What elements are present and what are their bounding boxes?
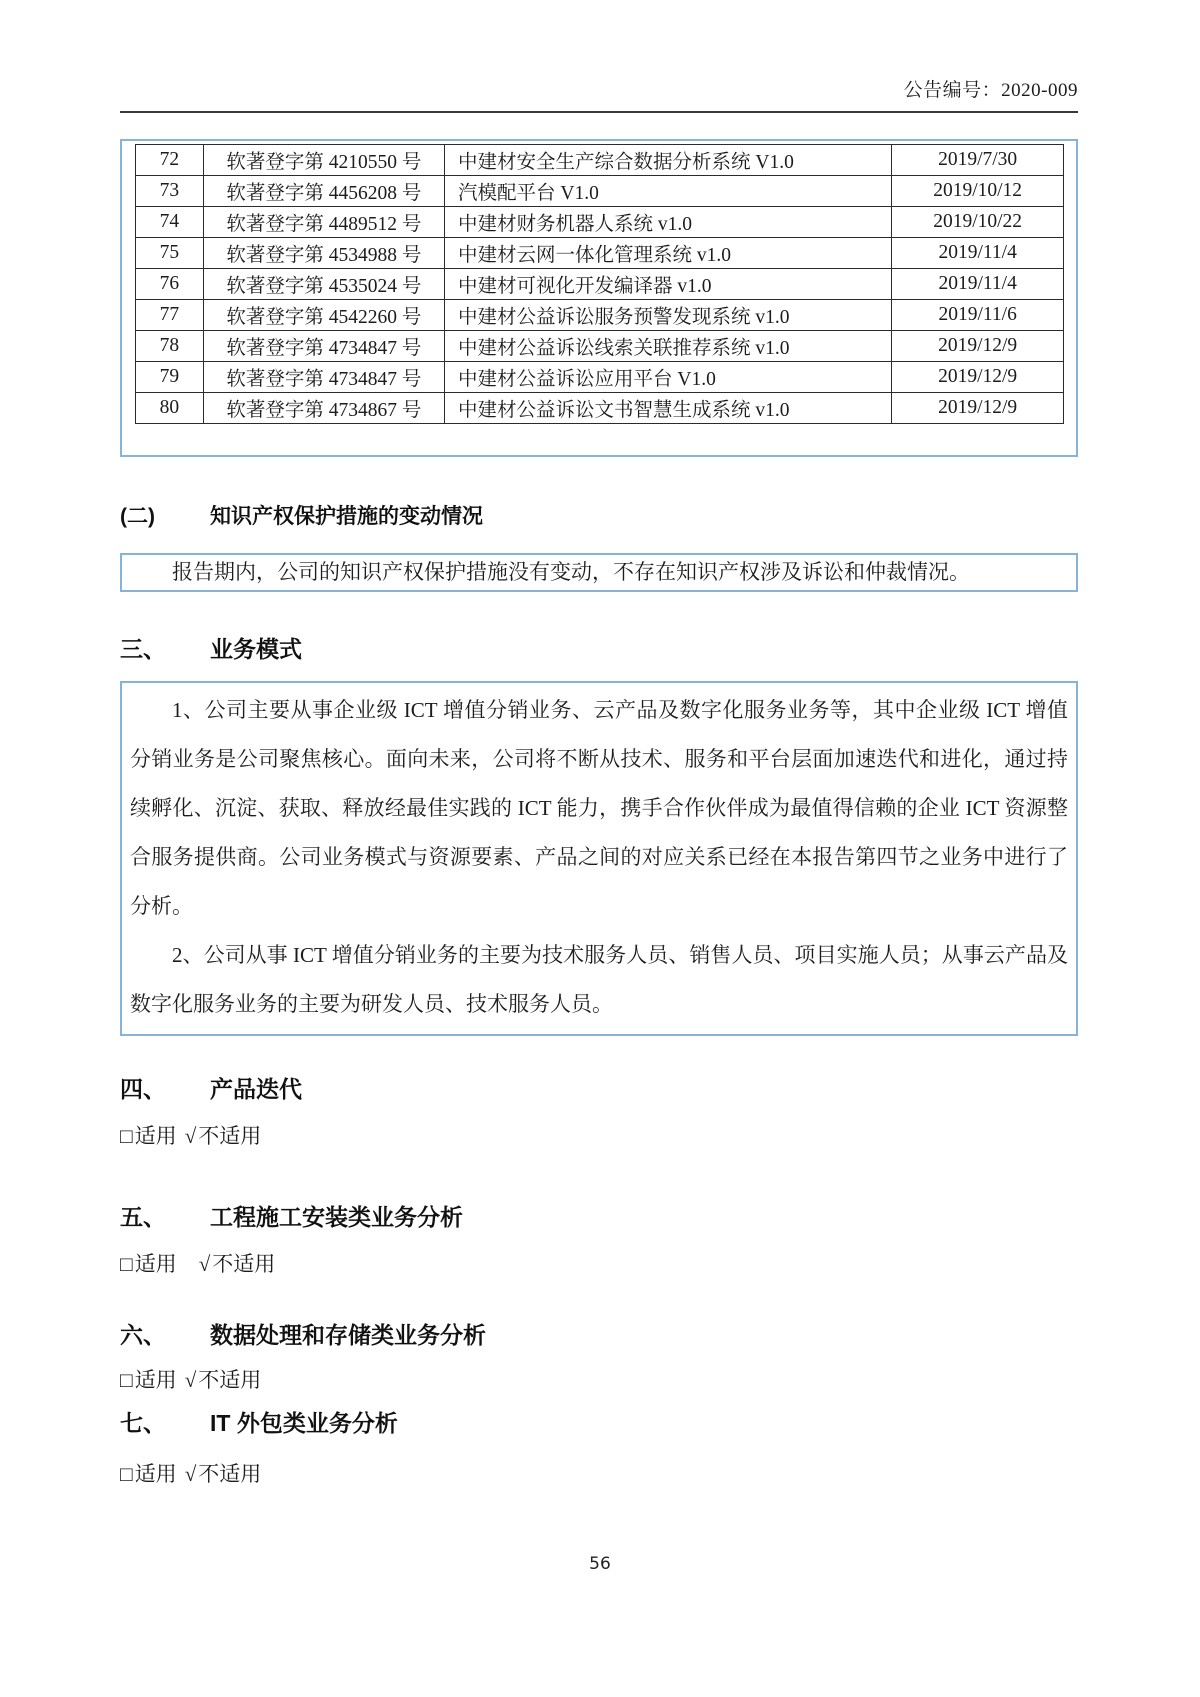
- section-number: 五、: [120, 1204, 166, 1230]
- applicable-label: 适用: [134, 1124, 177, 1148]
- table-cell-software-name: 中建材安全生产综合数据分析系统 V1.0: [445, 145, 892, 176]
- applicability-line-product-iteration: [120, 1124, 1078, 1148]
- applicable-label: 适用: [134, 1252, 177, 1276]
- table-cell-software-name: 中建材公益诉讼线索关联推荐系统 v1.0: [445, 331, 892, 362]
- table-cell-software-name: 中建材可视化开发编译器 v1.0: [445, 269, 892, 300]
- ip-protection-statement-box: [120, 553, 1078, 592]
- not-applicable-label: 不适用: [198, 1124, 262, 1148]
- table-cell-software-name: 中建材公益诉讼应用平台 V1.0: [445, 362, 892, 393]
- check-mark-icon: √: [198, 1252, 211, 1276]
- section-title: 工程施工安装类业务分析: [210, 1204, 463, 1230]
- not-applicable-label: 不适用: [198, 1368, 262, 1392]
- table-cell-registration-date: 2019/7/30: [892, 145, 1064, 176]
- table-row: [136, 393, 1064, 424]
- section-number: 六、: [120, 1322, 166, 1348]
- not-applicable-label: 不适用: [212, 1252, 276, 1276]
- table-cell-registration-date: 2019/12/9: [892, 362, 1064, 393]
- section-heading-data-processing-storage: [120, 1322, 1078, 1348]
- table-cell-registration-number: 软著登字第 4535024 号: [203, 269, 444, 300]
- checkbox-unchecked-icon: □: [120, 1462, 133, 1486]
- table-row: [136, 362, 1064, 393]
- table-cell-registration-number: 软著登字第 4210550 号: [203, 145, 444, 176]
- table-cell-row-number: 75: [136, 238, 204, 269]
- applicability-line-construction-install: [120, 1252, 1078, 1276]
- section-title: 业务模式: [210, 636, 302, 662]
- table-cell-registration-number: 软著登字第 4534988 号: [203, 238, 444, 269]
- section-number: 七、: [120, 1410, 166, 1436]
- table-cell-registration-date: 2019/10/12: [892, 176, 1064, 207]
- table-cell-registration-date: 2019/11/4: [892, 269, 1064, 300]
- section-title: 产品迭代: [210, 1076, 302, 1102]
- checkbox-unchecked-icon: □: [120, 1252, 133, 1276]
- table-cell-row-number: 79: [136, 362, 204, 393]
- section-heading-product-iteration: [120, 1076, 1078, 1102]
- table-cell-registration-number: 软著登字第 4542260 号: [203, 300, 444, 331]
- table-cell-registration-date: 2019/11/4: [892, 238, 1064, 269]
- table-cell-software-name: 中建材财务机器人系统 v1.0: [445, 207, 892, 238]
- table-cell-registration-number: 软著登字第 4734847 号: [203, 362, 444, 393]
- copyright-table: [135, 144, 1064, 424]
- announcement-number: 公告编号：2020-009: [903, 80, 1078, 101]
- table-cell-row-number: 73: [136, 176, 204, 207]
- section-number: (二): [120, 505, 155, 528]
- section-heading-construction-install: [120, 1204, 1078, 1230]
- not-applicable-label: 不适用: [198, 1462, 262, 1486]
- section-title: IT 外包类业务分析: [210, 1410, 398, 1436]
- section-heading-business-model: [120, 636, 1078, 662]
- check-mark-icon: √: [184, 1124, 197, 1148]
- table-cell-registration-number: 软著登字第 4734847 号: [203, 331, 444, 362]
- table-cell-row-number: 77: [136, 300, 204, 331]
- table-row: [136, 207, 1064, 238]
- table-cell-software-name: 中建材公益诉讼文书智慧生成系统 v1.0: [445, 393, 892, 424]
- business-model-paragraph-2: 2、公司从事 ICT 增值分销业务的主要为技术服务人员、销售人员、项目实施人员；从事云产品及数字化服务业务的主要为研发人员、技术服务人员。: [130, 943, 1068, 1016]
- table-cell-row-number: 78: [136, 331, 204, 362]
- checkbox-unchecked-icon: □: [120, 1368, 133, 1392]
- table-cell-row-number: 76: [136, 269, 204, 300]
- section-number: 四、: [120, 1076, 166, 1102]
- table-cell-registration-number: 软著登字第 4734867 号: [203, 393, 444, 424]
- table-cell-registration-date: 2019/10/22: [892, 207, 1064, 238]
- table-row: [136, 176, 1064, 207]
- table-row: [136, 331, 1064, 362]
- header-divider: [120, 111, 1078, 113]
- page-number: 56: [589, 1554, 611, 1574]
- table-row: [136, 145, 1064, 176]
- table-cell-registration-number: 软著登字第 4456208 号: [203, 176, 444, 207]
- table-cell-registration-number: 软著登字第 4489512 号: [203, 207, 444, 238]
- business-model-box: [120, 681, 1078, 1036]
- check-mark-icon: √: [184, 1462, 197, 1486]
- section-number: 三、: [120, 636, 166, 662]
- checkbox-unchecked-icon: □: [120, 1124, 133, 1148]
- applicability-line-data-processing-storage: [120, 1368, 1078, 1392]
- table-cell-registration-date: 2019/11/6: [892, 300, 1064, 331]
- check-mark-icon: √: [184, 1368, 197, 1392]
- table-cell-software-name: 中建材公益诉讼服务预警发现系统 v1.0: [445, 300, 892, 331]
- table-cell-registration-date: 2019/12/9: [892, 331, 1064, 362]
- applicable-label: 适用: [134, 1462, 177, 1486]
- table-row: [136, 238, 1064, 269]
- table-cell-row-number: 72: [136, 145, 204, 176]
- section-title: 知识产权保护措施的变动情况: [210, 505, 483, 528]
- copyright-table-annotation-box: [120, 139, 1078, 457]
- applicable-label: 适用: [134, 1368, 177, 1392]
- table-row: [136, 300, 1064, 331]
- table-row: [136, 269, 1064, 300]
- copyright-table-body: [136, 145, 1064, 424]
- table-cell-row-number: 74: [136, 207, 204, 238]
- section-heading-ip-protection-changes: [120, 504, 1078, 530]
- applicability-line-it-outsourcing: [120, 1462, 1078, 1486]
- ip-protection-statement: 报告期内，公司的知识产权保护措施没有变动，不存在知识产权涉及诉讼和仲裁情况。: [172, 560, 970, 584]
- table-cell-software-name: 中建材云网一体化管理系统 v1.0: [445, 238, 892, 269]
- table-cell-row-number: 80: [136, 393, 204, 424]
- business-model-paragraph-1: 1、公司主要从事企业级 ICT 增值分销业务、云产品及数字化服务业务等，其中企业级 ICT 增值分销业务是公司聚焦核心。面向未来，公司将不断从技术、服务和平台层面加速迭代和进化，通过持续孵化、沉淀、获取、释放经最佳实践的 ICT 能力，携手合作伙伴成为最值得信赖的企业 ICT 资源整合服务提供商。公司业务模式与资源要素、产品之间的对应关系已经在本报告第四节之业务中进行了分析。: [130, 698, 1068, 918]
- section-heading-it-outsourcing: [120, 1410, 1078, 1436]
- section-title: 数据处理和存储类业务分析: [210, 1322, 486, 1348]
- table-cell-registration-date: 2019/12/9: [892, 393, 1064, 424]
- table-cell-software-name: 汽模配平台 V1.0: [445, 176, 892, 207]
